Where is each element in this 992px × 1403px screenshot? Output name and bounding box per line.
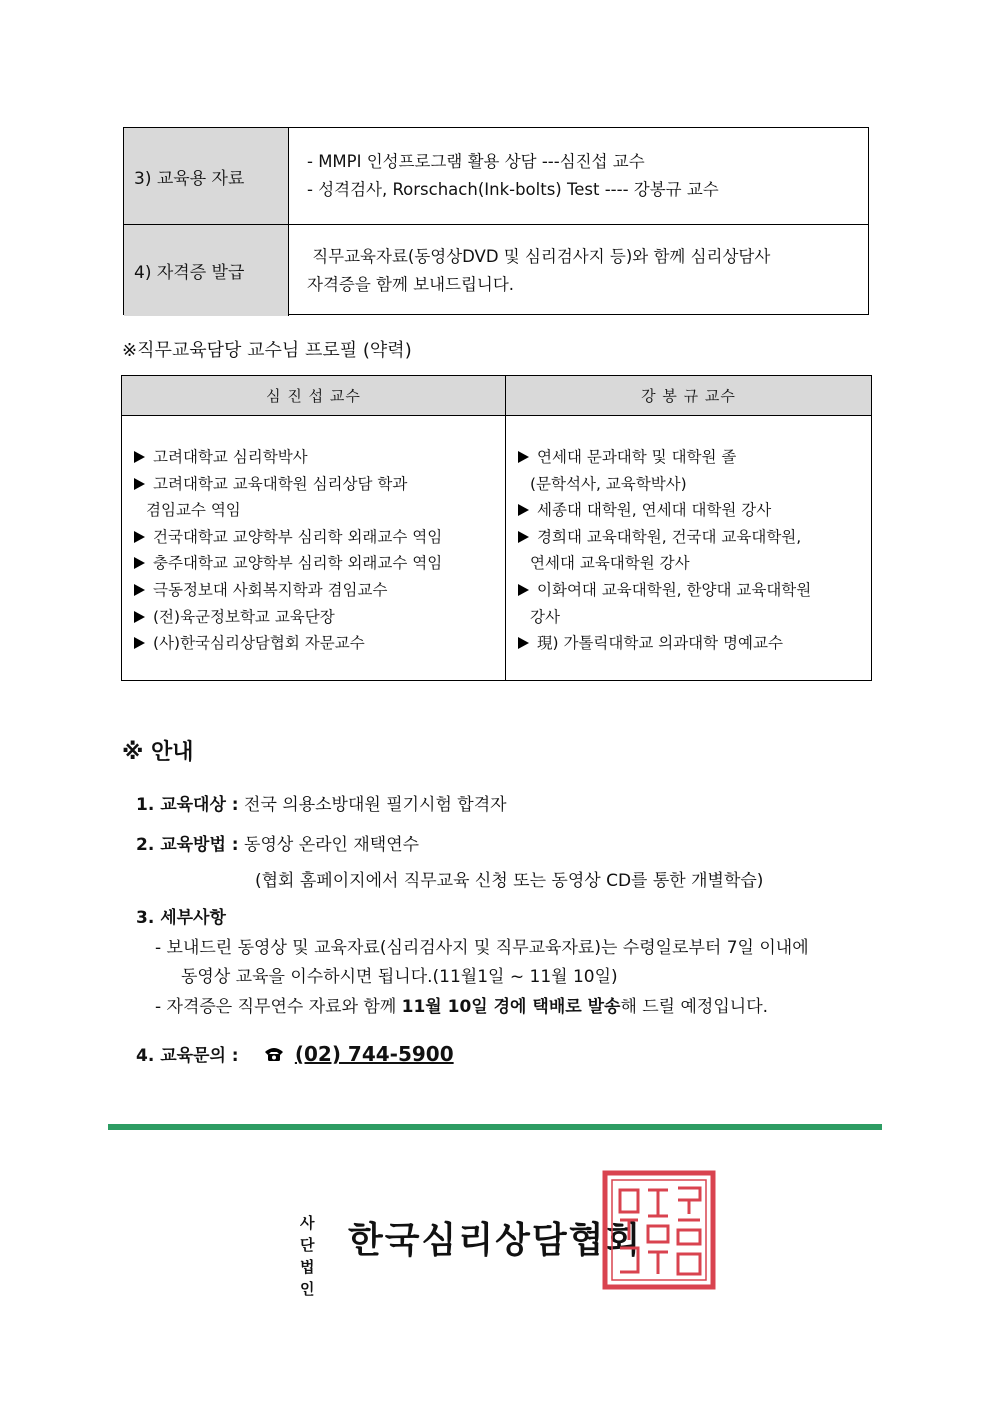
row-value [289, 225, 868, 316]
list-item-text: 연세대 교육대학원 강사 [530, 554, 690, 573]
triangle-bullet-icon [134, 584, 145, 596]
org-prefix-top: 사단 [300, 1214, 315, 1254]
list-item-text: 이화여대 교육대학원, 한양대 교육대학원 [537, 580, 812, 599]
table-row [124, 225, 868, 316]
guide-title: ※ 안내 [122, 740, 194, 765]
list-item-text: (문학석사, 교육학박사) [530, 474, 687, 493]
row-line: - 성격검사, Rorschach(Ink-bolts) Test ---- 강봉규 교수 [307, 180, 719, 199]
guide-item-2-sub: (협회 홈페이지에서 직무교육 신청 또는 동영상 CD를 통한 개별학습) [255, 871, 764, 891]
footer-divider [108, 1124, 882, 1130]
list-item-text: 충주대학교 교양학부 심리학 외래교수 역임 [153, 554, 443, 573]
right-profile-list [518, 444, 811, 657]
column-divider [505, 376, 506, 680]
guide-highlight: 11월 10일 경에 택배로 발송 [401, 997, 621, 1017]
triangle-bullet-icon [134, 531, 145, 543]
top-info-table [123, 127, 869, 315]
triangle-bullet-icon [134, 611, 145, 623]
list-item [134, 471, 442, 498]
profile-title: ※직무교육담당 교수님 프로필 (약력) [122, 340, 412, 361]
org-prefix-bottom: 법인 [300, 1258, 315, 1298]
guide-item-3-line-2: 동영상 교육을 이수하시면 됩니다.(11월1일 ~ 11월 10일) [181, 967, 618, 987]
guide-item-3-label [136, 903, 226, 928]
triangle-bullet-icon [518, 504, 529, 516]
triangle-bullet-icon [134, 478, 145, 490]
left-profile-list [134, 444, 442, 657]
triangle-bullet-icon [134, 451, 145, 463]
list-item-text: 극동정보대 사회복지학과 겸임교수 [153, 580, 388, 599]
row-value [289, 128, 868, 224]
list-item [518, 604, 811, 631]
guide-item-label: 2. 교육방법 : [136, 835, 239, 855]
list-item-text: 강사 [530, 607, 560, 626]
triangle-bullet-icon [518, 584, 529, 596]
triangle-bullet-icon [518, 637, 529, 649]
guide-text: - 자격증은 직무연수 자료와 함께 [155, 997, 402, 1017]
guide-item-label: 1. 교육대상 : [136, 795, 239, 815]
left-column-header: 심 진 섭 교수 [122, 376, 505, 416]
guide-item-3-line-1: - 보내드린 동영상 및 교육자료(심리검사지 및 직무교육자료)는 수령일로부터 7일 이내에 [155, 938, 809, 958]
list-item [134, 550, 442, 577]
triangle-bullet-icon [518, 451, 529, 463]
list-item [518, 471, 811, 498]
telephone-icon [263, 1046, 285, 1062]
guide-item-2 [136, 830, 419, 855]
triangle-bullet-icon [518, 531, 529, 543]
organization-seal-icon [602, 1170, 716, 1290]
list-item-text: 세종대 대학원, 연세대 대학원 강사 [537, 501, 772, 520]
row-label: 3) 교육용 자료 [124, 128, 289, 224]
list-item [518, 550, 811, 577]
list-item-text: 現) 가톨릭대학교 의과대학 명예교수 [537, 634, 783, 653]
list-item [134, 444, 442, 471]
row-label: 4) 자격증 발급 [124, 225, 289, 316]
guide-item-4 [136, 1041, 454, 1066]
row-line: 자격증을 함께 보내드립니다. [307, 274, 515, 294]
professor-profile-table [121, 375, 872, 681]
org-name: 한국심리상담협회 [348, 1219, 643, 1261]
guide-item-label: 4. 교육문의 : [136, 1046, 239, 1066]
list-item [134, 497, 442, 524]
list-item-text: 고려대학교 심리학박사 [153, 448, 308, 466]
list-item-text: (전)육군정보학교 교육단장 [153, 607, 335, 626]
guide-item-text: 동영상 온라인 재택연수 [244, 835, 420, 855]
org-prefix [300, 1212, 315, 1300]
list-item-text: 건국대학교 교양학부 심리학 외래교수 역임 [153, 527, 443, 546]
table-row [124, 128, 868, 225]
list-item-text: (사)한국심리상담협회 자문교수 [153, 634, 365, 653]
list-item-text: 겸임교수 역임 [146, 501, 241, 520]
list-item [134, 630, 442, 657]
row-line: 직무교육자료(동영상DVD 및 심리검사지 등)와 함께 심리상담사 [307, 246, 771, 266]
triangle-bullet-icon [134, 557, 145, 569]
list-item-text: 경희대 교육대학원, 건국대 교육대학원, [537, 527, 802, 546]
list-item-text: 연세대 문과대학 및 대학원 졸 [537, 448, 737, 466]
guide-text: 해 드릴 예정입니다. [620, 997, 769, 1017]
list-item [518, 630, 811, 657]
list-item-text: 고려대학교 교육대학원 심리상담 학과 [153, 474, 408, 493]
guide-item-label: 3. 세부사항 [136, 908, 226, 928]
guide-item-3-line-3 [155, 992, 768, 1017]
list-item [134, 577, 442, 604]
phone-number: (02) 744-5900 [294, 1042, 454, 1066]
guide-item-1 [136, 790, 507, 815]
guide-item-text: 전국 의용소방대원 필기시험 합격자 [244, 795, 507, 815]
list-item [518, 497, 811, 524]
triangle-bullet-icon [134, 637, 145, 649]
list-item [518, 524, 811, 551]
list-item [518, 577, 811, 604]
list-item [134, 524, 442, 551]
right-column-header: 강 봉 규 교수 [506, 376, 871, 416]
list-item [518, 444, 811, 471]
row-line: - MMPI 인성프로그램 활용 상담 ---심진섭 교수 [307, 152, 645, 171]
list-item [134, 604, 442, 631]
